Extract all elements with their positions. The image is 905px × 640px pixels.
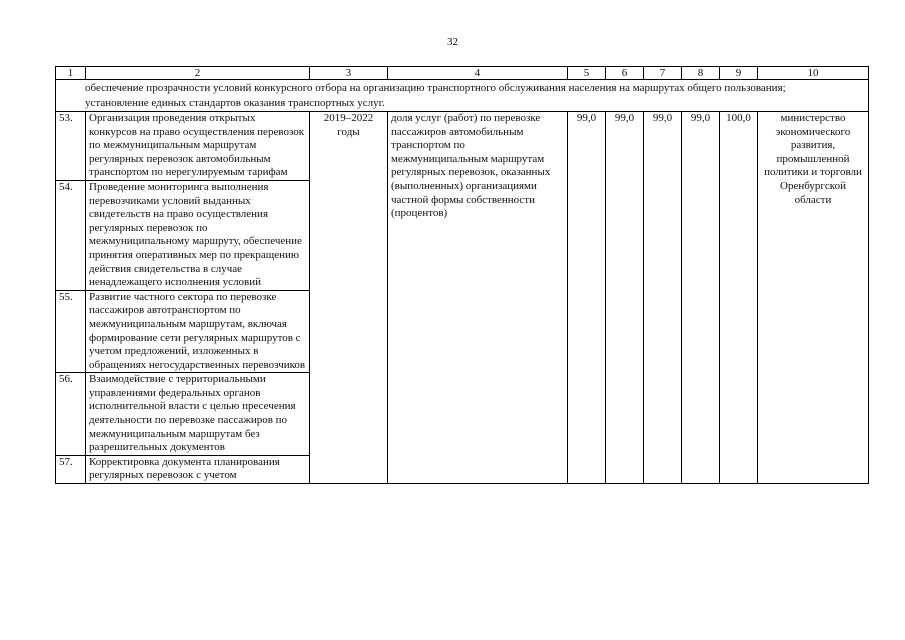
measure-text: Проведение мониторинга выполнения перевозчиками условий выданных свидетельств на право осуществления регулярных перевозок по межмуниципальному маршруту, обеспечение принятия оперативных мер по прекращению действия свидетельства в случае ненадлежащего исполнения условий bbox=[86, 180, 310, 290]
value-target: 100,0 bbox=[720, 112, 758, 484]
intro-line-1: обеспечение прозрачности условий конкурсного отбора на организацию транспортного обслуживания населения на маршрутах общего пользования; bbox=[85, 82, 786, 94]
period-cell: 2019–2022 годы bbox=[310, 112, 388, 484]
header-cell: 5 bbox=[568, 67, 606, 80]
row-number: 53. bbox=[56, 112, 86, 181]
header-cell: 6 bbox=[606, 67, 644, 80]
header-cell: 8 bbox=[682, 67, 720, 80]
measure-text: Организация проведения открытых конкурсов на право осуществления перевозок по межмуниципальным маршрутам регулярных перевозок автомобильным транспортом по нерегулируемым тарифам bbox=[86, 112, 310, 181]
value-2020: 99,0 bbox=[606, 112, 644, 484]
header-cell: 10 bbox=[758, 67, 869, 80]
header-cell: 7 bbox=[644, 67, 682, 80]
measure-text: Корректировка документа планирования регулярных перевозок с учетом bbox=[86, 455, 310, 483]
table-row bbox=[56, 112, 869, 181]
value-2022: 99,0 bbox=[682, 112, 720, 484]
indicator-cell: доля услуг (работ) по перевозке пассажиров автомобильным транспортом по межмуниципальным маршрутам регулярных перевозок, оказанных (выполненных) организациями частной формы собственности (процентов) bbox=[388, 112, 568, 484]
measure-text: Взаимодействие с территориальными управлениями федеральных органов исполнительной власти с целью пресечения деятельности по перевозке пассажиров по межмуниципальным маршрутам без разрешительных документов bbox=[86, 373, 310, 456]
value-2019: 99,0 bbox=[568, 112, 606, 484]
measure-text: Развитие частного сектора по перевозке пассажиров автотранспортом по межмуниципальным маршрутам, включая формирование сети регулярных маршрутов с учетом предложений, изложенных в обращениях негосударственных перевозчиков bbox=[86, 290, 310, 373]
header-cell: 2 bbox=[86, 67, 310, 80]
plan-table bbox=[55, 66, 869, 484]
header-row bbox=[56, 67, 869, 80]
value-2021: 99,0 bbox=[644, 112, 682, 484]
executor-cell: министерство экономического развития, промышленной политики и торговли Оренбургской области bbox=[758, 112, 869, 484]
row-number: 56. bbox=[56, 373, 86, 456]
header-cell: 1 bbox=[56, 67, 86, 80]
row-number: 55. bbox=[56, 290, 86, 373]
row-number: 57. bbox=[56, 455, 86, 483]
page-number: 32 bbox=[447, 36, 458, 48]
intro-line-2: установление единых стандартов оказания транспортных услуг. bbox=[85, 96, 385, 109]
header-cell: 4 bbox=[388, 67, 568, 80]
row-number: 54. bbox=[56, 180, 86, 290]
intro-row bbox=[56, 80, 869, 112]
header-cell: 3 bbox=[310, 67, 388, 80]
header-cell: 9 bbox=[720, 67, 758, 80]
